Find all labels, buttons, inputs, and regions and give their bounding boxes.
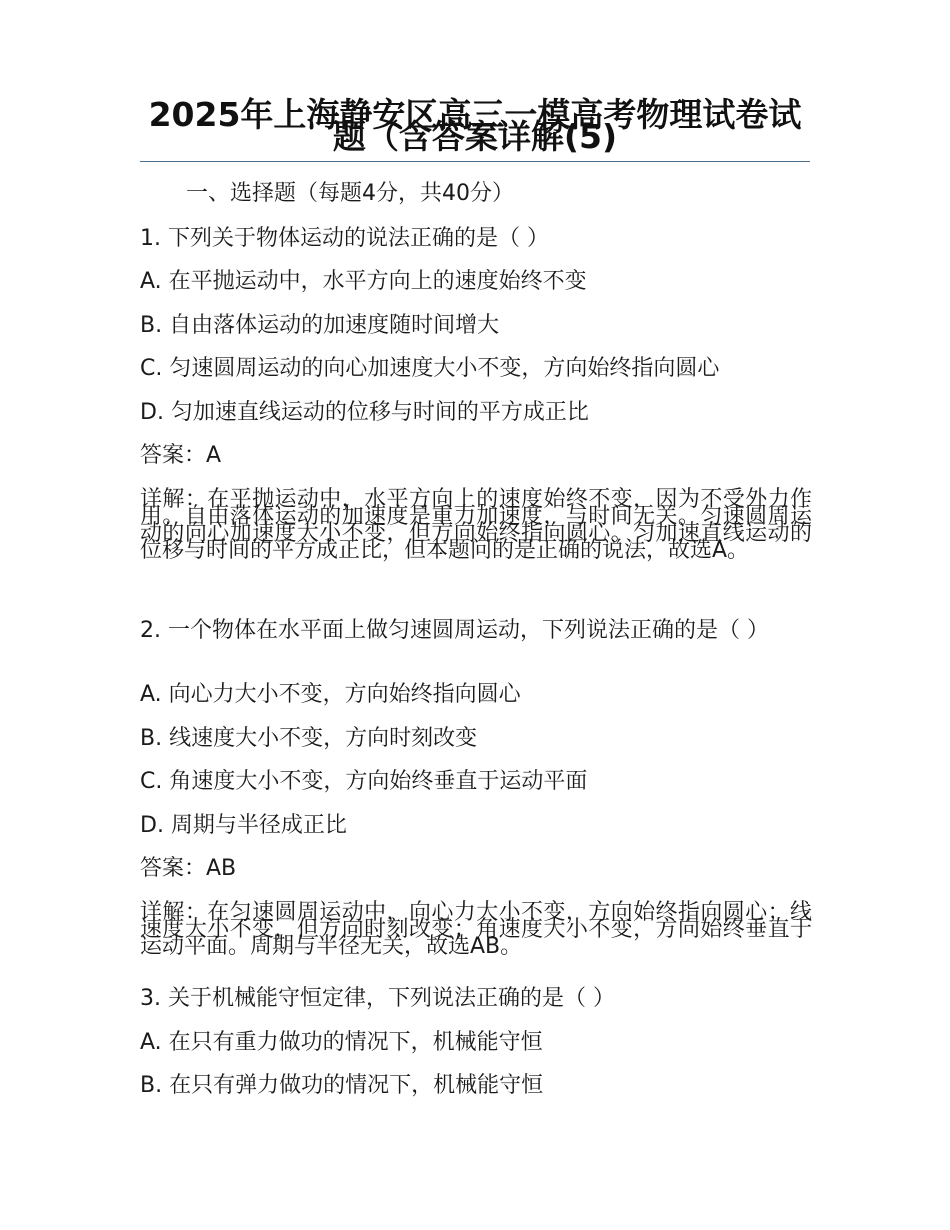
question-3-option-b: B. 在只有弹力做功的情况下，机械能守恒	[140, 1073, 544, 1098]
question-2-answer: 答案：AB	[140, 856, 237, 881]
document-title: 2025年上海静安区高三一模高考物理试卷试题（含答案详解(5)	[148, 95, 802, 156]
question-1-answer: 答案：A	[140, 443, 222, 468]
question-2-option-c: C. 角速度大小不变，方向始终垂直于运动平面	[140, 769, 588, 794]
question-2-option-b: B. 线速度大小不变，方向时刻改变	[140, 726, 478, 751]
question-3-stem: 3. 关于机械能守恒定律，下列说法正确的是（ ）	[140, 986, 615, 1011]
question-1-option-d: D. 匀加速直线运动的位移与时间的平方成正比	[140, 400, 589, 425]
section-heading: 一、选择题（每题4分，共40分）	[186, 181, 514, 206]
question-2-stem: 2. 一个物体在水平面上做匀速圆周运动，下列说法正确的是（ ）	[140, 618, 769, 643]
question-1-option-a: A. 在平抛运动中，水平方向上的速度始终不变	[140, 269, 587, 294]
question-1-option-b: B. 自由落体运动的加速度随时间增大	[140, 313, 500, 338]
question-1-stem: 1. 下列关于物体运动的说法正确的是（ ）	[140, 226, 549, 251]
question-2-option-a: A. 向心力大小不变，方向始终指向圆心	[140, 682, 521, 707]
question-1-explanation: 详解：在平抛运动中，水平方向上的速度始终不变，因为不受外力作用。自由落体运动的加速度是重力加速度，与时间无关。匀速圆周运动的向心加速度大小不变，但方向始终指向圆心。匀加速直线运动的位移与时间的平方成正比，但本题问的是正确的说法，故选A。	[140, 487, 812, 563]
question-3-option-a: A. 在只有重力做功的情况下，机械能守恒	[140, 1030, 543, 1055]
question-2-explanation: 详解：在匀速圆周运动中，向心力大小不变，方向始终指向圆心；线速度大小不变，但方向时刻改变；角速度大小不变，方向始终垂直于运动平面。周期与半径无关，故选AB。	[140, 900, 812, 959]
question-1-option-c: C. 匀速圆周运动的向心加速度大小不变，方向始终指向圆心	[140, 356, 720, 381]
question-2-option-d: D. 周期与半径成正比	[140, 813, 347, 838]
title-underline	[140, 161, 810, 162]
